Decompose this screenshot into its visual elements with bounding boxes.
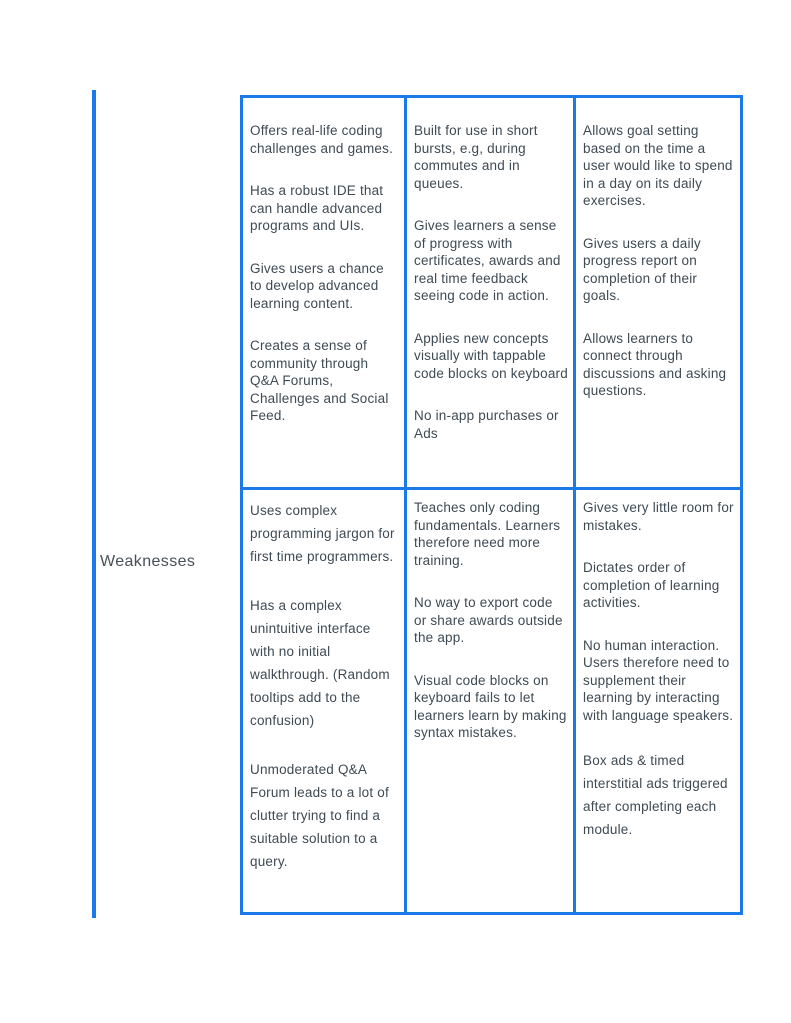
- cell-paragraph: Allows goal setting based on the time a user would like to spend in a day on its daily exercises.: [583, 123, 733, 208]
- cell-paragraph: Creates a sense of community through Q&A Forums, Challenges and Social Feed.: [250, 338, 389, 423]
- cell-paragraph: Teaches only coding fundamentals. Learners therefore need more training.: [414, 500, 561, 568]
- comparison-table: [240, 95, 743, 915]
- table-cell: [242, 97, 406, 489]
- table-cell: [575, 97, 742, 489]
- strengths-row: [242, 97, 742, 489]
- cell-paragraph: Has a robust IDE that can handle advanced programs and UIs.: [250, 183, 384, 233]
- cell-paragraph: Applies new concepts visually with tappable code blocks on keyboard: [414, 330, 568, 381]
- cell-paragraph: Gives users a daily progress report on completion of their goals.: [583, 235, 701, 303]
- cell-paragraph: Built for use in short bursts, e.g, during commutes and in queues.: [414, 123, 538, 191]
- cell-paragraph: Has a complex unintuitive interface with no initial walkthrough. (Random tooltips add to the confusion): [250, 598, 390, 728]
- table-left-border-line: [92, 90, 96, 918]
- cell-paragraph: Unmoderated Q&A Forum leads to a lot of clutter trying to find a suitable solution to a query.: [250, 762, 389, 869]
- cell-paragraph: No human interaction. Users therefore need to supplement their learning by interacting with language speakers.: [583, 637, 734, 723]
- row-label-weaknesses: Weaknesses: [100, 553, 196, 570]
- cell-paragraph: No way to export code or share awards outside the app.: [414, 595, 563, 645]
- cell-paragraph: Visual code blocks on keyboard fails to let learners learn by making syntax mistakes.: [414, 672, 567, 740]
- cell-paragraph: Allows learners to connect through discussions and asking questions.: [583, 330, 727, 398]
- cell-paragraph: No in-app purchases or Ads: [414, 408, 559, 441]
- table-cell: [242, 489, 406, 914]
- cell-paragraph: Gives learners a sense of progress with certificates, awards and real time feedback seeing code in action.: [414, 218, 561, 303]
- cell-paragraph: Gives users a chance to develop advanced learning content.: [250, 260, 384, 311]
- table-cell: [406, 97, 575, 489]
- weaknesses-row: [242, 489, 742, 914]
- cell-paragraph: Dictates order of completion of learning activities.: [583, 560, 720, 610]
- table-cell: [575, 489, 742, 914]
- cell-paragraph: Box ads & timed interstitial ads triggered after completing each module.: [583, 753, 728, 837]
- cell-paragraph: Gives very little room for mistakes.: [583, 500, 734, 533]
- cell-paragraph: Uses complex programming jargon for first time programmers.: [250, 503, 395, 564]
- cell-paragraph: Offers real-life coding challenges and games.: [250, 123, 394, 156]
- table-cell: [406, 489, 575, 914]
